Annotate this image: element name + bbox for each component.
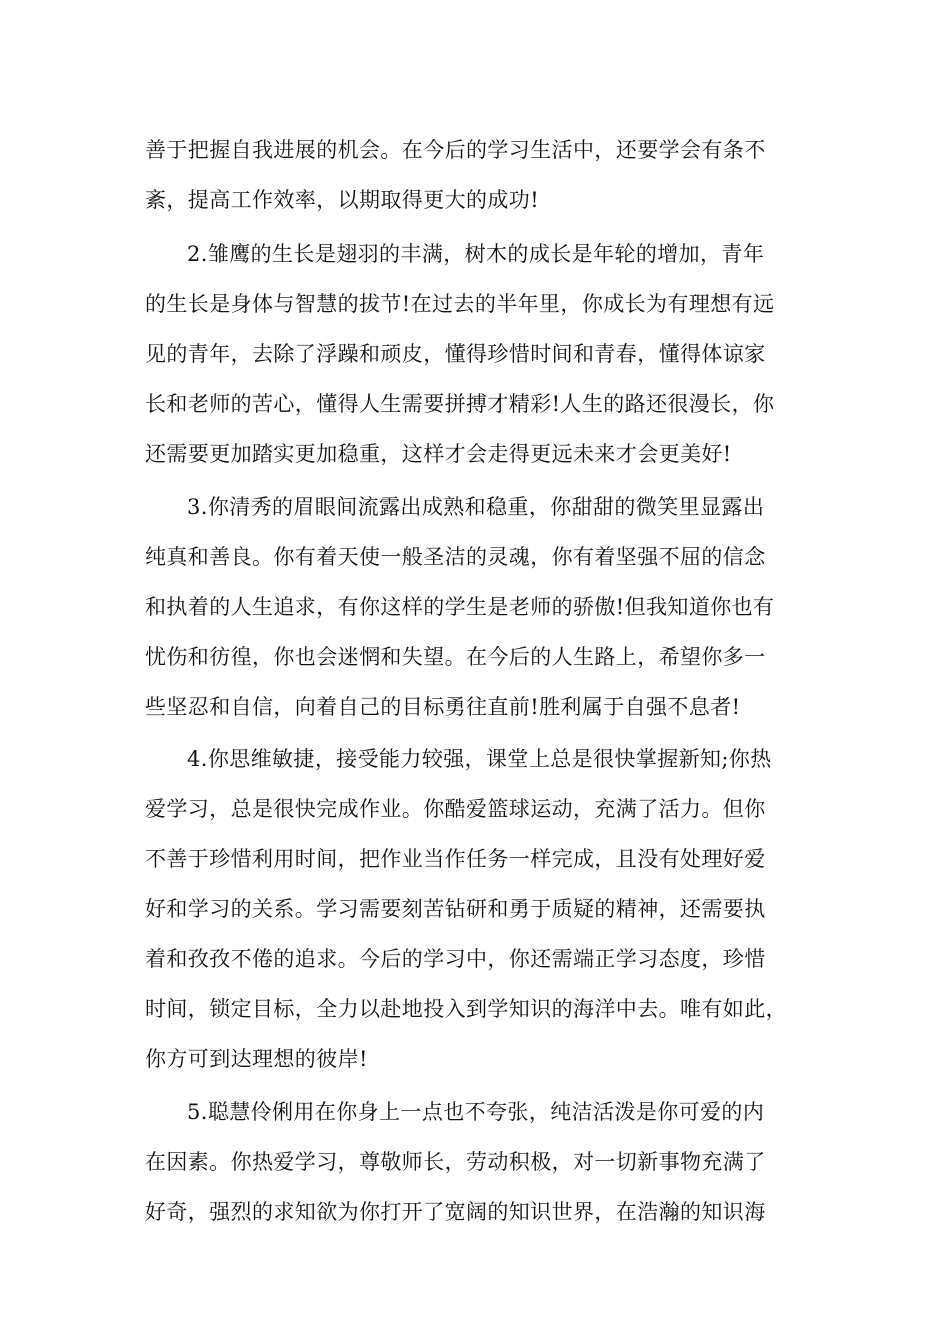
text-line: 好和学习的关系。学习需要刻苦钻研和勇于质疑的精神，还需要执	[145, 897, 766, 921]
text-line: 爱学习，总是很快完成作业。你酷爱篮球运动，充满了活力。但你	[145, 797, 766, 821]
text-line: 还需要更加踏实更加稳重，这样才会走得更远未来才会更美好!	[145, 442, 732, 466]
text-line: 些坚忍和自信，向着自己的目标勇往直前!胜利属于自强不息者!	[145, 695, 741, 719]
paragraph-3-start: 3.你清秀的眉眼间流露出成熟和稳重，你甜甜的微笑里显露出	[187, 495, 765, 519]
text-line: 着和孜孜不倦的追求。今后的学习中，你还需端正学习态度，珍惜	[145, 947, 766, 971]
text-line: 不善于珍惜利用时间，把作业当作任务一样完成，且没有处理好爱	[145, 847, 766, 871]
text-line: 的生长是身体与智慧的拔节!在过去的半年里，你成长为有理想有远	[145, 292, 775, 316]
text-line: 在因素。你热爱学习，尊敬师长，劳动积极，对一切新事物充满了	[145, 1150, 766, 1174]
text-line: 善于把握自我进展的机会。在今后的学习生活中，还要学会有条不	[145, 138, 766, 162]
text-line: 紊，提高工作效率，以期取得更大的成功!	[145, 188, 540, 212]
paragraph-4-start: 4.你思维敏捷，接受能力较强，课堂上总是很快掌握新知;你热	[187, 747, 772, 771]
text-line: 忧伤和彷徨，你也会迷惘和失望。在今后的人生路上，希望你多一	[145, 645, 766, 669]
text-line: 时间，锁定目标，全力以赴地投入到学知识的海洋中去。唯有如此，	[145, 997, 787, 1021]
text-line: 你方可到达理想的彼岸!	[145, 1047, 368, 1071]
text-line: 纯真和善良。你有着天使一般圣洁的灵魂，你有着坚强不屈的信念	[145, 545, 766, 569]
text-line: 和执着的人生追求，有你这样的学生是老师的骄傲!但我知道你也有	[145, 595, 775, 619]
paragraph-2-start: 2.雏鹰的生长是翅羽的丰满，树木的成长是年轮的增加，青年	[187, 242, 765, 266]
text-line: 好奇，强烈的求知欲为你打开了宽阔的知识世界，在浩瀚的知识海	[145, 1200, 766, 1224]
text-line: 长和老师的苦心，懂得人生需要拼搏才精彩!人生的路还很漫长，你	[145, 392, 775, 416]
paragraph-5-start: 5.聪慧伶俐用在你身上一点也不夸张，纯洁活泼是你可爱的内	[187, 1100, 765, 1124]
text-line: 见的青年，去除了浮躁和顽皮，懂得珍惜时间和青春，懂得体谅家	[145, 342, 766, 366]
